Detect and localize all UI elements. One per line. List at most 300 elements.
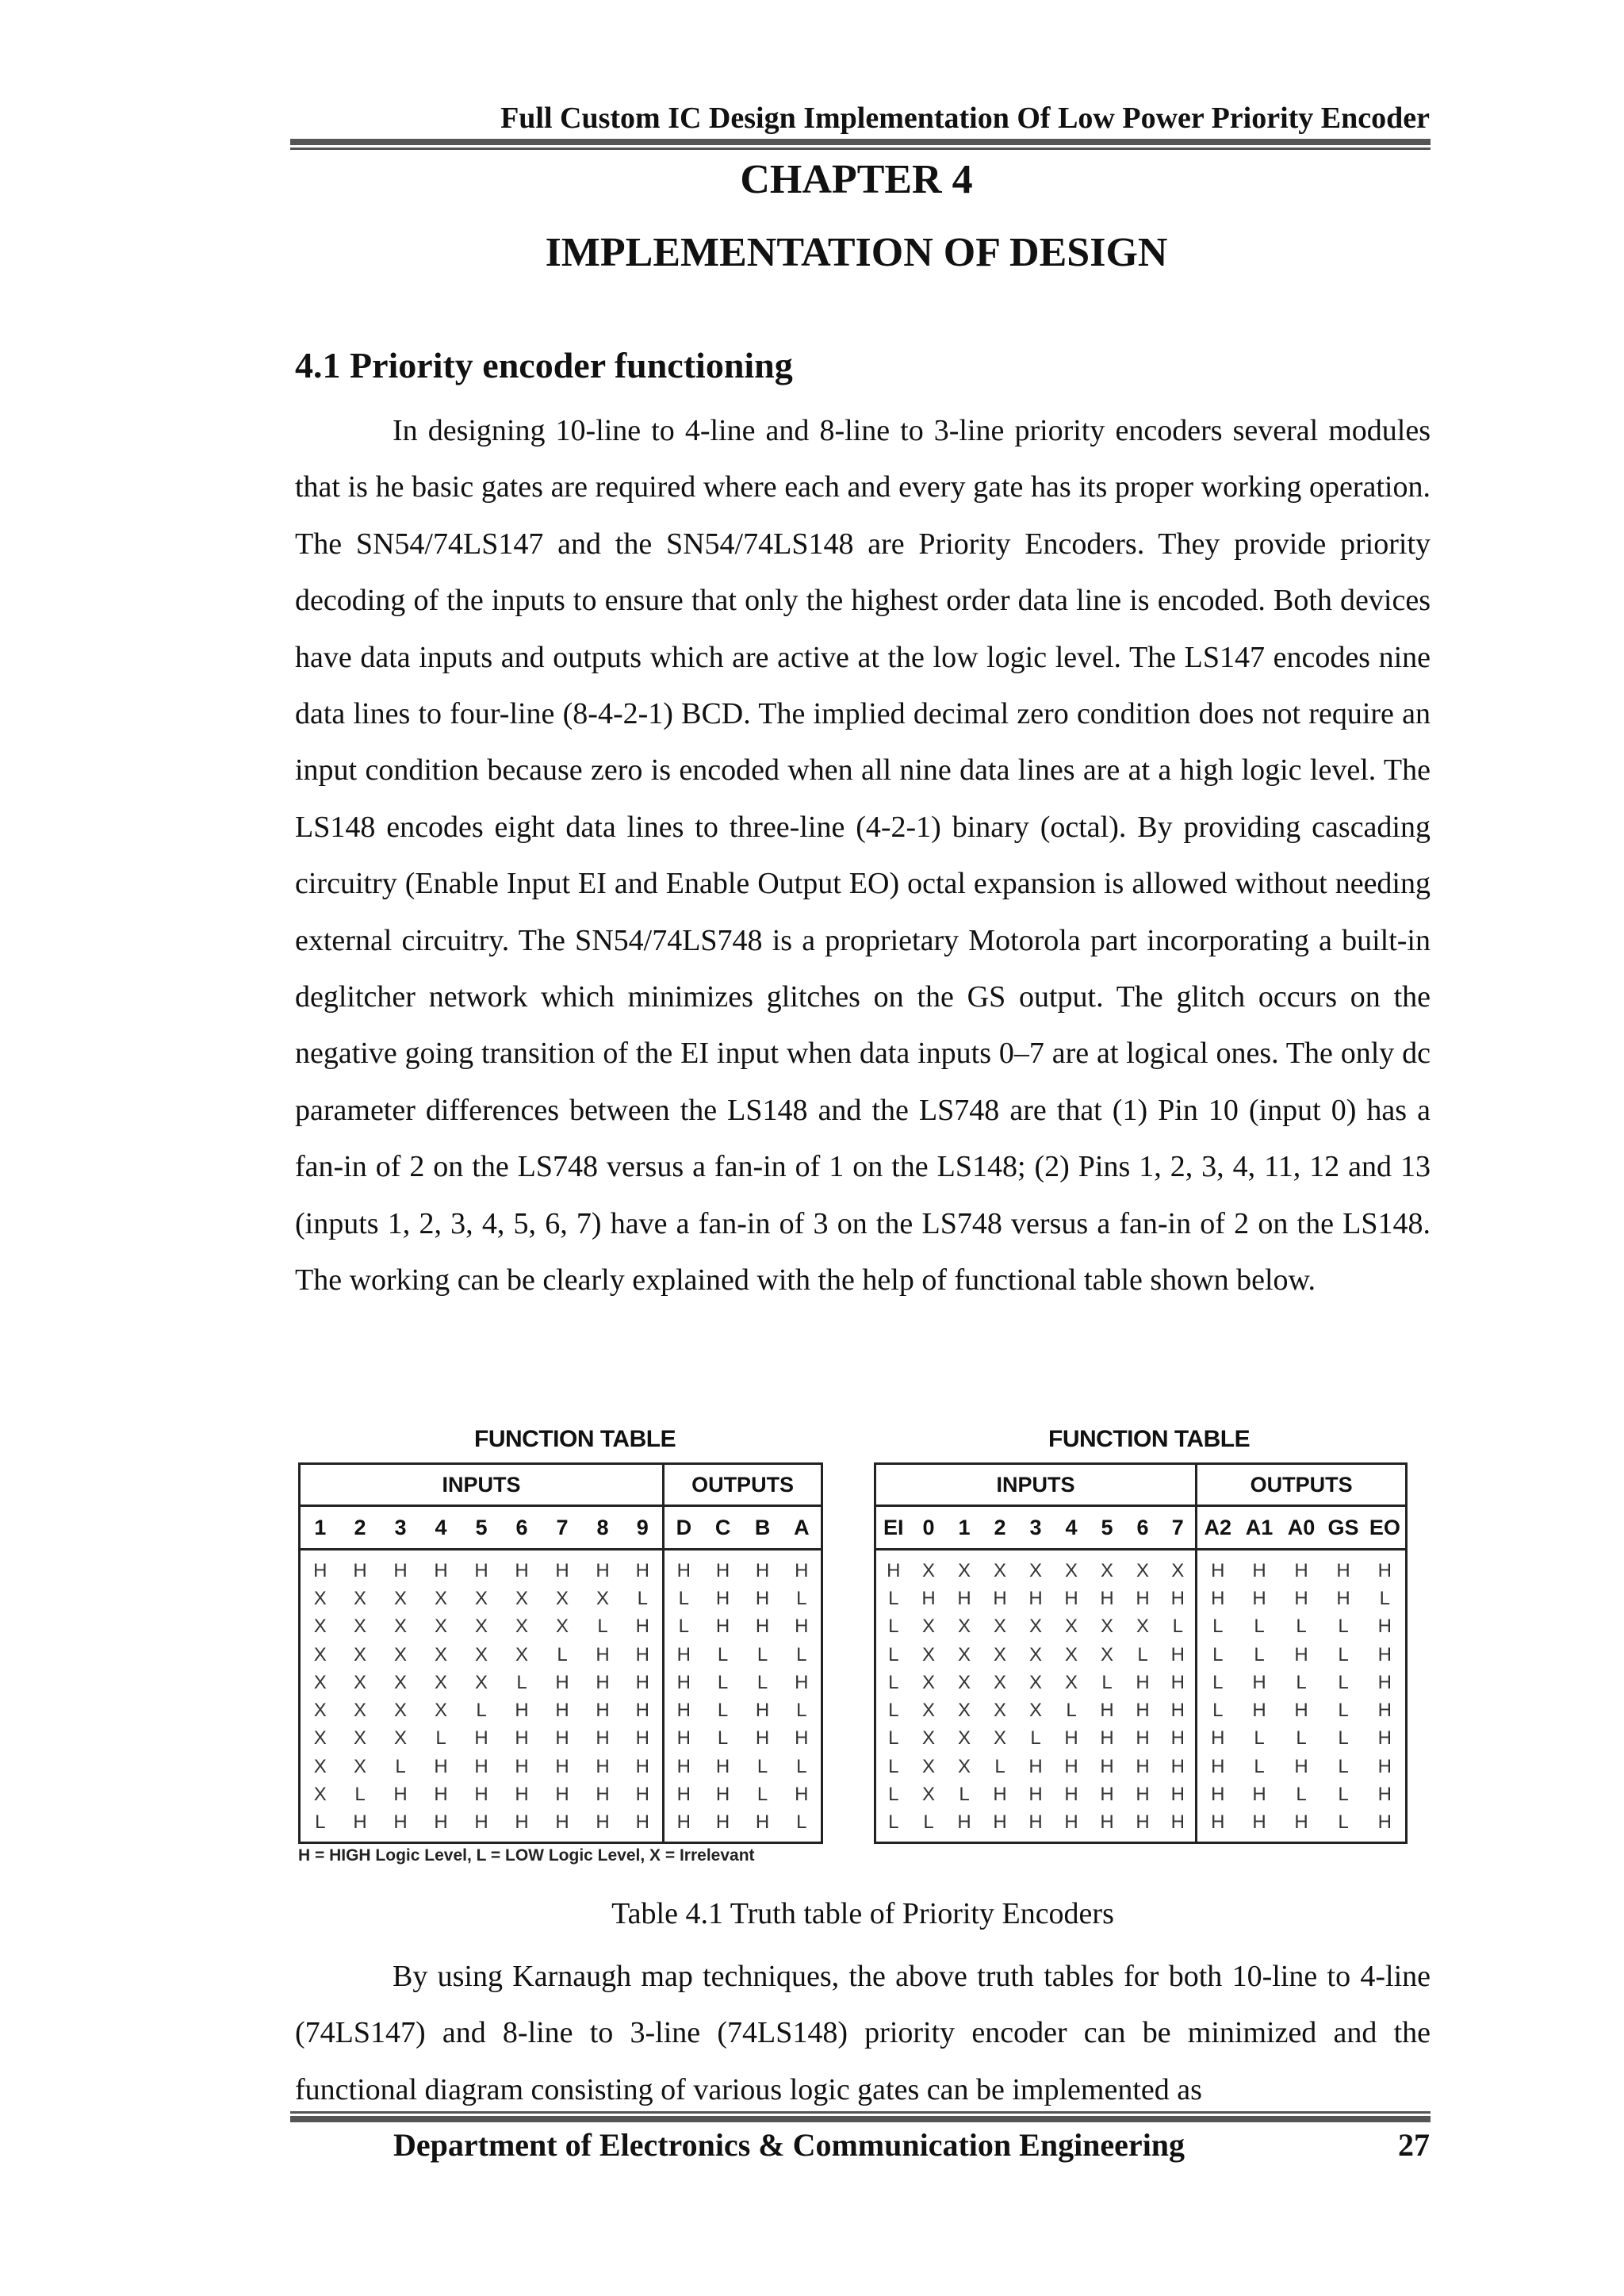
table-cell: H <box>1365 1780 1407 1808</box>
table-cell: L <box>1212 1671 1224 1693</box>
table-cell: L <box>756 1784 768 1806</box>
table-cell: X <box>993 1559 1006 1581</box>
table-cell: H <box>596 1727 610 1750</box>
table-cell: H <box>555 1700 569 1722</box>
table-cell: H <box>676 1784 691 1806</box>
table-cell: H <box>1294 1559 1308 1581</box>
inputs-header: INPUTS <box>300 1464 664 1506</box>
table-row <box>875 1641 1407 1669</box>
table-cell: X <box>300 1613 340 1641</box>
table-cell: L <box>717 1727 729 1750</box>
page-number: 27 <box>1398 2127 1430 2163</box>
table-cell: X <box>434 1671 447 1693</box>
table-cell: H <box>1054 1809 1090 1843</box>
table-cell: H <box>502 1809 542 1843</box>
column-header: 8 <box>583 1506 623 1550</box>
table-cell: H <box>1281 1809 1323 1843</box>
table-cell: H <box>783 1550 822 1585</box>
table-cell: H <box>555 1784 569 1806</box>
table-cell: X <box>300 1725 340 1753</box>
table-cell: H <box>623 1550 664 1585</box>
table-cell: X <box>1100 1643 1113 1665</box>
table-cell: X <box>993 1727 1006 1750</box>
column-header: 5 <box>1090 1506 1125 1550</box>
table-cell: X <box>300 1641 340 1669</box>
table-row <box>875 1725 1407 1753</box>
table-cell: H <box>1211 1784 1225 1806</box>
table-cell: X <box>474 1587 488 1609</box>
table-cell: X <box>300 1669 340 1696</box>
table-cell: L <box>875 1696 911 1724</box>
table-row <box>875 1585 1407 1612</box>
table-cell: X <box>1064 1559 1078 1581</box>
column-header: A1 <box>1239 1506 1281 1550</box>
table-cell: X <box>957 1727 971 1750</box>
table-cell: H <box>1090 1809 1125 1843</box>
table-cell: X <box>393 1616 407 1638</box>
table-cell: L <box>875 1809 911 1843</box>
table-cell: X <box>393 1727 407 1750</box>
table-cell: X <box>1100 1559 1113 1581</box>
footer-rule-thin <box>290 2111 1431 2114</box>
table-cell: H <box>623 1725 664 1753</box>
table-cell: L <box>911 1809 947 1843</box>
table-cell: L <box>717 1671 729 1693</box>
table-cell: H <box>783 1613 822 1641</box>
table-cell: L <box>1323 1809 1365 1843</box>
table-cell: L <box>756 1755 768 1777</box>
table-cell: H <box>1161 1780 1197 1808</box>
column-header: 3 <box>1018 1506 1054 1550</box>
table-cell: X <box>1028 1616 1042 1638</box>
table-cell: L <box>875 1725 911 1753</box>
table-cell: H <box>664 1809 703 1843</box>
table-cell: L <box>435 1727 446 1750</box>
table-cell: X <box>353 1700 366 1722</box>
table-cell: L <box>783 1585 822 1612</box>
outputs-header: OUTPUTS <box>1197 1464 1407 1506</box>
table-cell: L <box>1338 1755 1349 1777</box>
body-paragraph-1-text: In designing 10-line to 4-line and 8-line to 3-line priority encoders several modules that is he basic gates are required where each and every gate has its proper working operation. The SN54/74LS147 and the SN54/74LS148 are Priority Encoders. They provide priority decoding of the inputs to ensure that only the highest order data line is encoded. Both devices have data inputs and outputs which are active at the low logic level. The LS147 encodes nine data lines to four-line (8-4-2-1) BCD. The implied decimal zero condition does not require an input condition because zero is encoded when all nine data lines are at a high logic level. The LS148 encodes eight data lines to three-line (4-2-1) binary (octal). By providing cascading circuitry (Enable Input EI and Enable Output EO) octal expansion is allowed without needing external circuitry. The SN54/74LS748 is a proprietary Motorola part incorporating a built-in deglitcher network which minimizes glitches on the GS output. The glitch occurs on the negative going transition of the EI input when data inputs 0–7 are at logical ones. The only dc parameter differences between the LS148 and the LS748 are that (1) Pin 10 (input 0) has a fan-in of 2 on the LS748 versus a fan-in of 1 on the LS148; (2) Pins 1, 2, 3, 4, 11, 12 and 13 (inputs 1, 2, 3, 4, 5, 6, 7) have a fan-in of 3 on the LS748 versus a fan-in of 2 on the LS148. The working can be clearly explained with the help of functional table shown below. <box>295 414 1431 1297</box>
table-cell: H <box>1100 1784 1114 1806</box>
table-cell: X <box>300 1585 340 1612</box>
table-cell: H <box>993 1784 1007 1806</box>
table-cell: H <box>1252 1559 1266 1581</box>
table-cell: H <box>1294 1755 1308 1777</box>
table-cell: H <box>1197 1809 1239 1843</box>
table-cell: H <box>755 1559 770 1581</box>
column-header: 0 <box>911 1506 947 1550</box>
table-cell: H <box>755 1727 770 1750</box>
table-cell: L <box>756 1671 768 1693</box>
table-cell: L <box>875 1585 911 1612</box>
table-cell: H <box>993 1587 1007 1609</box>
table-cell: H <box>555 1671 569 1693</box>
table-cell: H <box>1252 1784 1266 1806</box>
table-cell: X <box>393 1671 407 1693</box>
function-table-148-title: FUNCTION TABLE <box>1048 1426 1251 1452</box>
table-cell: H <box>393 1784 408 1806</box>
table-cell: H <box>474 1559 488 1581</box>
table-cell: X <box>515 1643 528 1665</box>
table-cell: L <box>1212 1700 1224 1722</box>
table-cell: X <box>434 1643 447 1665</box>
table-cell: H <box>1365 1696 1407 1724</box>
table-row <box>300 1585 822 1612</box>
table-cell: L <box>717 1643 729 1665</box>
table-cell: H <box>1161 1696 1197 1724</box>
table-cell: L <box>597 1616 608 1638</box>
body-paragraph-2-text: By using Karnaugh map techniques, the above truth tables for both 10-line to 4-line (74LS147) and 8-line to 3-line (74LS148) priority encoder can be minimized and the functional diagram consisting of various logic gates can be implemented as <box>295 1960 1431 2106</box>
table-cell: H <box>1365 1641 1407 1669</box>
table-cell: H <box>676 1755 691 1777</box>
table-cell: L <box>875 1613 911 1641</box>
table-cell: L <box>783 1696 822 1724</box>
table-cell: H <box>300 1550 340 1585</box>
column-header: A0 <box>1281 1506 1323 1550</box>
table-cell: L <box>1254 1727 1265 1750</box>
table-cell: X <box>921 1643 935 1665</box>
table-row <box>875 1550 1407 1585</box>
table-cell: H <box>1365 1613 1407 1641</box>
table-caption: Table 4.1 Truth table of Priority Encoders <box>611 1897 1114 1930</box>
table-cell: H <box>1336 1587 1350 1609</box>
table-cell: X <box>353 1643 366 1665</box>
chapter-title: IMPLEMENTATION OF DESIGN <box>545 230 1168 275</box>
table-cell: H <box>715 1559 730 1581</box>
table-cell: L <box>1101 1671 1113 1693</box>
table-row <box>875 1809 1407 1843</box>
table-cell: X <box>921 1616 935 1638</box>
column-header: 2 <box>340 1506 381 1550</box>
table-row <box>300 1613 822 1641</box>
table-cell: H <box>1100 1700 1114 1722</box>
table-cell: H <box>1365 1725 1407 1753</box>
table-cell: X <box>1064 1643 1078 1665</box>
table-cell: H <box>1136 1727 1150 1750</box>
outputs-header: OUTPUTS <box>664 1464 822 1506</box>
table-cell: X <box>474 1671 488 1693</box>
table-cell: L <box>1212 1643 1224 1665</box>
table-cell: H <box>515 1559 529 1581</box>
table-cell: L <box>1212 1616 1224 1638</box>
table-cell: H <box>715 1784 730 1806</box>
table-cell: L <box>783 1753 822 1780</box>
table-cell: X <box>555 1587 569 1609</box>
table-cell: H <box>1064 1727 1078 1750</box>
table-cell: H <box>555 1755 569 1777</box>
table-cell: X <box>515 1587 528 1609</box>
table-cell: L <box>1296 1727 1307 1750</box>
table-cell: H <box>596 1755 610 1777</box>
table-cell: X <box>353 1727 366 1750</box>
table-cell: L <box>516 1671 527 1693</box>
table-cell: H <box>515 1755 529 1777</box>
running-header: Full Custom IC Design Implementation Of Low Power Priority Encoder <box>500 102 1430 135</box>
table-cell: L <box>1066 1700 1077 1722</box>
table-cell: L <box>783 1641 822 1669</box>
table-cell: X <box>300 1696 340 1724</box>
table-cell: H <box>1252 1587 1266 1609</box>
table-row <box>300 1669 822 1696</box>
table-cell: X <box>921 1784 935 1806</box>
table-row <box>875 1753 1407 1780</box>
section-heading: 4.1 Priority encoder functioning <box>295 345 793 385</box>
table-cell: X <box>596 1587 609 1609</box>
table-cell: H <box>1211 1727 1225 1750</box>
table-cell: H <box>596 1671 610 1693</box>
table-cell: X <box>993 1643 1006 1665</box>
table-cell: L <box>783 1809 822 1843</box>
table-cell: L <box>1161 1613 1197 1641</box>
table-cell: X <box>434 1616 447 1638</box>
table-row <box>300 1696 822 1724</box>
table-cell: L <box>1296 1616 1307 1638</box>
body-paragraph-1 <box>295 403 1431 1309</box>
table-cell: H <box>596 1784 610 1806</box>
table-cell: X <box>1028 1700 1042 1722</box>
table-cell: L <box>395 1755 406 1777</box>
chapter-number: CHAPTER 4 <box>740 157 973 202</box>
table-cell: H <box>515 1784 529 1806</box>
table-cell: X <box>1100 1616 1113 1638</box>
table-cell: H <box>1100 1587 1114 1609</box>
table-cell: X <box>474 1643 488 1665</box>
table-cell: L <box>623 1585 664 1612</box>
column-header: 7 <box>1161 1506 1197 1550</box>
column-header: 1 <box>300 1506 340 1550</box>
table-cell: X <box>993 1616 1006 1638</box>
table-cell: L <box>875 1641 911 1669</box>
table-cell: X <box>1028 1671 1042 1693</box>
table-cell: H <box>715 1587 730 1609</box>
table-cell: X <box>474 1616 488 1638</box>
table-cell: X <box>393 1587 407 1609</box>
table-row <box>300 1780 822 1808</box>
table-cell: H <box>1100 1727 1114 1750</box>
table-cell: H <box>676 1643 691 1665</box>
table-row <box>875 1613 1407 1641</box>
table-cell: L <box>300 1809 340 1843</box>
table-cell: H <box>434 1755 448 1777</box>
table-cell: L <box>1137 1643 1148 1665</box>
column-header: D <box>664 1506 703 1550</box>
table-cell: H <box>1136 1700 1150 1722</box>
table-cell: H <box>1028 1755 1043 1777</box>
table-cell: H <box>623 1641 664 1669</box>
table-row <box>300 1725 822 1753</box>
table-row <box>875 1696 1407 1724</box>
table-cell: L <box>1338 1671 1349 1693</box>
table-cell: X <box>957 1643 971 1665</box>
table-cell: X <box>957 1559 971 1581</box>
table-cell: X <box>393 1700 407 1722</box>
table-cell: H <box>1136 1784 1150 1806</box>
table-cell: L <box>1296 1671 1307 1693</box>
column-header: 4 <box>1054 1506 1090 1550</box>
table-cell: H <box>755 1587 770 1609</box>
table-cell: H <box>474 1784 488 1806</box>
table-cell: X <box>993 1671 1006 1693</box>
table-cell: H <box>755 1700 770 1722</box>
table-cell: H <box>1294 1700 1308 1722</box>
table-cell: H <box>957 1587 971 1609</box>
table-cell: H <box>555 1727 569 1750</box>
table-cell: H <box>1365 1809 1407 1843</box>
table-cell: H <box>623 1669 664 1696</box>
table-legend: H = HIGH Logic Level, L = LOW Logic Level, X = Irrelevant <box>298 1846 755 1865</box>
table-cell: L <box>959 1784 970 1806</box>
table-cell: X <box>957 1755 971 1777</box>
table-cell: H <box>1336 1559 1350 1581</box>
table-cell: H <box>715 1616 730 1638</box>
table-cell: X <box>300 1780 340 1808</box>
table-cell: H <box>1100 1755 1114 1777</box>
table-cell: H <box>596 1643 610 1665</box>
table-cell: H <box>1211 1587 1225 1609</box>
table-cell: H <box>596 1700 610 1722</box>
column-header: 5 <box>462 1506 502 1550</box>
table-cell: L <box>875 1780 911 1808</box>
table-cell: H <box>1252 1700 1266 1722</box>
table-cell: L <box>557 1643 568 1665</box>
table-cell: X <box>515 1616 528 1638</box>
table-cell: X <box>957 1671 971 1693</box>
table-cell: H <box>676 1727 691 1750</box>
table-cell: X <box>1028 1559 1042 1581</box>
table-cell: H <box>676 1700 691 1722</box>
table-cell: X <box>921 1727 935 1750</box>
table-cell: H <box>743 1809 783 1843</box>
table-cell: X <box>1064 1671 1078 1693</box>
table-cell: H <box>947 1809 982 1843</box>
table-cell: L <box>1338 1727 1349 1750</box>
table-row <box>875 1669 1407 1696</box>
table-cell: H <box>583 1809 623 1843</box>
table-cell: H <box>1294 1643 1308 1665</box>
table-cell: H <box>1211 1755 1225 1777</box>
table-cell: L <box>354 1784 366 1806</box>
table-cell: H <box>1161 1753 1197 1780</box>
table-cell: X <box>434 1700 447 1722</box>
table-cell: H <box>1028 1587 1043 1609</box>
table-cell: H <box>353 1559 367 1581</box>
table-cell: H <box>381 1809 421 1843</box>
table-row <box>300 1753 822 1780</box>
table-cell: X <box>1028 1643 1042 1665</box>
table-cell: H <box>783 1780 822 1808</box>
table-cell: X <box>434 1587 447 1609</box>
table-cell: L <box>994 1755 1005 1777</box>
column-header: EO <box>1365 1506 1407 1550</box>
table-cell: H <box>1161 1585 1197 1612</box>
table-row <box>300 1550 822 1585</box>
table-cell: X <box>1161 1550 1197 1585</box>
column-header: 1 <box>947 1506 982 1550</box>
table-cell: H <box>783 1669 822 1696</box>
table-cell: H <box>1161 1669 1197 1696</box>
table-cell: X <box>993 1700 1006 1722</box>
table-cell: H <box>1365 1669 1407 1696</box>
table-cell: L <box>1338 1700 1349 1722</box>
table-cell: H <box>755 1616 770 1638</box>
table-cell: L <box>1338 1784 1349 1806</box>
table-cell: H <box>515 1700 529 1722</box>
table-cell: X <box>1136 1616 1149 1638</box>
column-header: EI <box>875 1506 911 1550</box>
table-cell: H <box>623 1753 664 1780</box>
table-cell: H <box>542 1809 583 1843</box>
table-cell: X <box>957 1616 971 1638</box>
table-cell: H <box>875 1550 911 1585</box>
table-cell: X <box>1136 1559 1149 1581</box>
table-cell: H <box>1018 1809 1054 1843</box>
table-cell: H <box>921 1587 936 1609</box>
table-cell: H <box>1294 1587 1308 1609</box>
column-header: C <box>703 1506 743 1550</box>
table-row <box>875 1780 1407 1808</box>
function-table-148 <box>874 1462 1405 1844</box>
column-header: 6 <box>502 1506 542 1550</box>
table-cell: X <box>957 1700 971 1722</box>
table-cell: H <box>623 1696 664 1724</box>
table-cell: H <box>676 1559 691 1581</box>
table-cell: H <box>340 1809 381 1843</box>
table-cell: L <box>875 1753 911 1780</box>
table-cell: L <box>1338 1616 1349 1638</box>
footer-department: Department of Electronics & Communication Engineering <box>393 2127 1185 2163</box>
table-cell: H <box>1064 1587 1078 1609</box>
function-table-147-title: FUNCTION TABLE <box>474 1426 676 1452</box>
header-rule <box>290 139 1431 145</box>
table-cell: H <box>1136 1671 1150 1693</box>
table-cell: X <box>353 1587 366 1609</box>
table-cell: X <box>921 1671 935 1693</box>
table-cell: X <box>393 1643 407 1665</box>
table-cell: L <box>1254 1616 1265 1638</box>
table-cell: H <box>1252 1671 1266 1693</box>
table-cell: H <box>1125 1809 1161 1843</box>
table-cell: H <box>1136 1587 1150 1609</box>
table-cell: L <box>678 1616 689 1638</box>
table-cell: H <box>515 1727 529 1750</box>
table-cell: X <box>921 1700 935 1722</box>
table-cell: H <box>623 1809 664 1843</box>
column-header: 9 <box>623 1506 664 1550</box>
column-header: 4 <box>421 1506 462 1550</box>
table-row <box>300 1809 822 1843</box>
column-header: A <box>783 1506 822 1550</box>
table-cell: H <box>1365 1753 1407 1780</box>
table-cell: H <box>1161 1809 1197 1843</box>
table-cell: L <box>678 1587 689 1609</box>
table-cell: H <box>1239 1809 1281 1843</box>
table-cell: L <box>1254 1755 1265 1777</box>
table-cell: H <box>1064 1755 1078 1777</box>
table-cell: H <box>1136 1755 1150 1777</box>
table-cell: H <box>474 1727 488 1750</box>
table-cell: X <box>300 1753 340 1780</box>
table-cell: H <box>676 1671 691 1693</box>
table-row <box>300 1641 822 1669</box>
table-cell: H <box>623 1780 664 1808</box>
function-tables-figure <box>295 1426 1431 1870</box>
column-header: A2 <box>1197 1506 1239 1550</box>
table-cell: H <box>1028 1784 1043 1806</box>
table-cell: L <box>717 1700 729 1722</box>
function-table-147 <box>298 1462 823 1844</box>
table-cell: H <box>1211 1559 1225 1581</box>
